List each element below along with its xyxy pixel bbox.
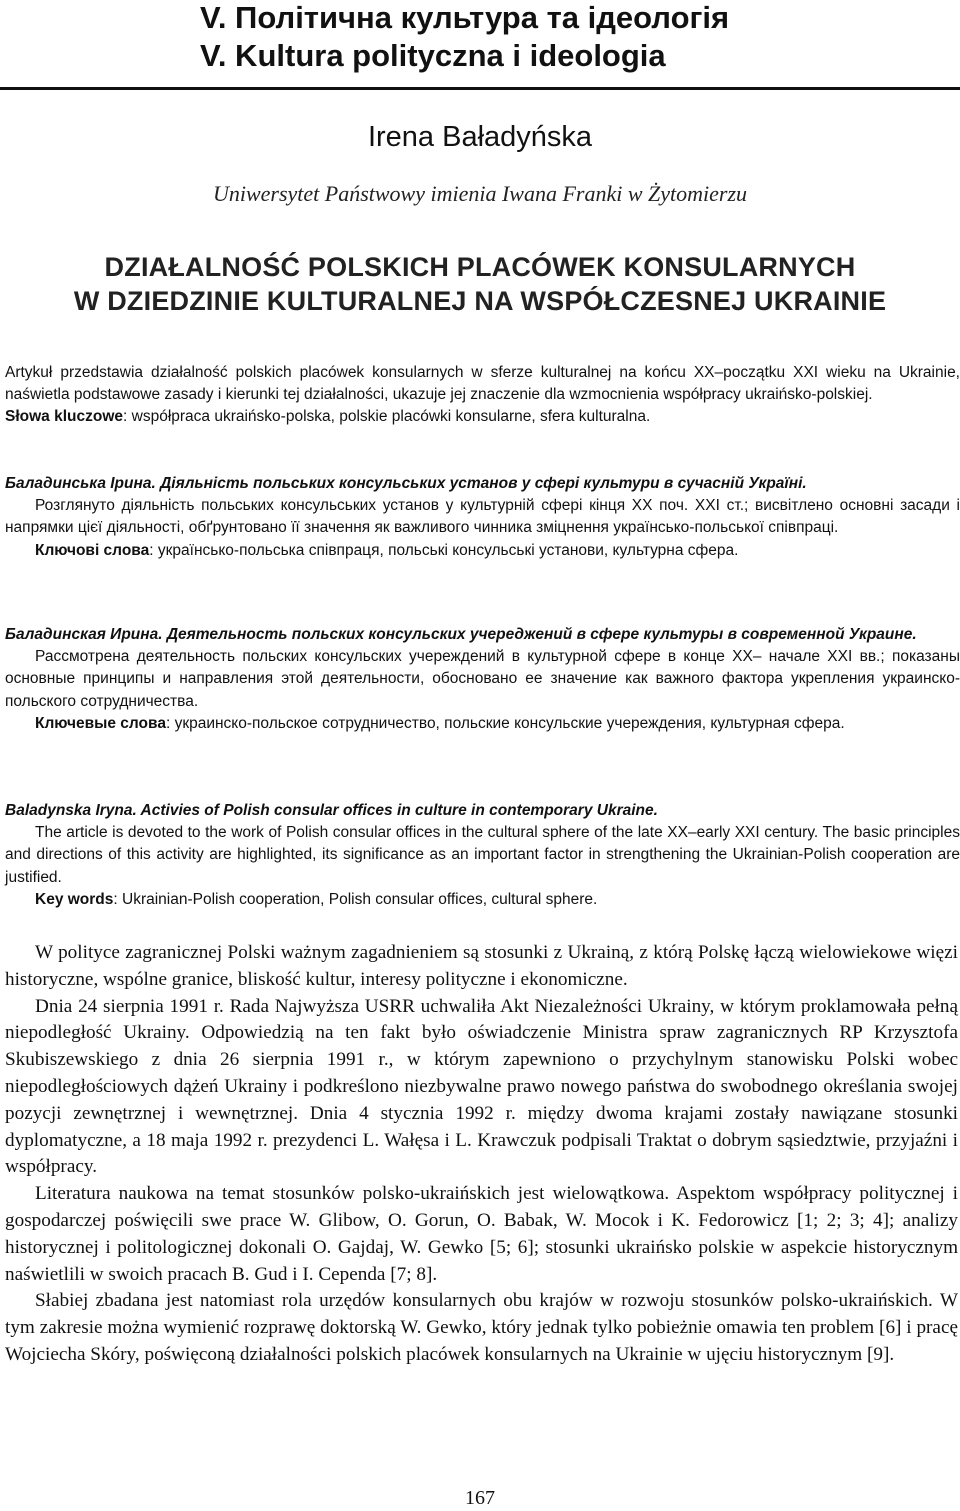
- keywords-ukrainian: [5, 540, 960, 562]
- article-title-line-1: DZIAŁALNOŚĆ POLSKICH PLACÓWEK KONSULARNYCH: [104, 252, 856, 282]
- keywords-label: Ключові слова: [35, 541, 150, 559]
- keywords-label: Słowa kluczowe: [5, 408, 124, 426]
- keywords-label: Key words: [35, 890, 114, 908]
- keywords-polish: [5, 406, 960, 428]
- keywords-text: : współpraca ukraińsko-polska, polskie placówki konsularne, sfera kulturalna.: [123, 408, 651, 426]
- keywords-english: [5, 889, 960, 911]
- body-paragraph: Literatura naukowa na temat stosunków polsko-ukraińskich jest wielowątkowa. Aspektom współpracy politycznej i gospodarczej poświęcili swe prace W. Glibow, O. Gorun, O. Babak, W. Mocok i K. Fedorowicz [1; 2; 3; 4]; analizy historycznej i politologicznej dokonali O. Gajdaj, W. Gewko [5; 6]; stosunki ukraińsko polskie w aspekcie historycznym naświetlili w swoich pracach B. Gud i I. Cependa [7; 8].: [5, 1183, 958, 1285]
- section-heading-polish: V. Kultura polityczna i ideologia: [200, 38, 666, 73]
- abstract-english-heading: Baladynska Iryna. Activies of Polish consular offices in culture in contemporary Ukraine.: [5, 802, 658, 819]
- abstract-ukrainian-text: Розглянуто діяльність польських консульських установ у культурній сфері кінця ХХ поч. ХХІ ст.; висвітлено основні засади і напрямки цієї діяльності, обґрунтовано її значення як важливого чинника зміцнення українсько-польської співпраці.: [5, 497, 960, 537]
- section-heading-ukrainian: V. Політична культура та ідеологія: [200, 0, 730, 35]
- author-name: Irena Baładyńska: [367, 121, 593, 153]
- body-paragraph: Dnia 24 sierpnia 1991 r. Rada Najwyższa USRR uchwaliła Akt Niezależności Ukrainy, w którym proklamowała pełną niepodległość Ukrainy. Odpowiedzią na ten fakt było oświadczenie Ministra spraw zagranicznych RP Krzysztofa Skubiszewskiego z dnia 26 sierpnia 1991 r., w którym zapewniono o przychylnym stanowisku Polski wobec niepodległościowych dążeń Ukrainy i podkreślono niezbywalne prawo nowego państwa do swobodnego określania swojej pozycji zewnętrznej i wewnętrznej. Dnia 4 stycznia 1992 r. między dwoma krajami zostały nawiązane stosunki dyplomatyczne, a 18 maja 1992 r. prezydenci L. Wałęsa i L. Krawczuk podpisali Traktat o dobrym sąsiedztwie, przyjaźni i współpracy.: [5, 995, 958, 1178]
- abstract-english-text: The article is devoted to the work of Polish consular offices in the cultural sphere of the late XX–early XXI century. The basic principles and directions of this activity are highlighted, its significance as an important factor in strengthening the Ukrainian-Polish cooperation are justified.: [5, 824, 960, 886]
- abstract-russian-text: Рассмотрена деятельность польских консульских учереждений в культурной сфере в конце ХХ– начале ХХІ вв.; показаны основные принципы и направления этой деятельности, обосновано ее значение как важного фактора укрепления украинско-польского сотрудничества.: [5, 648, 960, 710]
- page-number: 167: [465, 1487, 495, 1509]
- abstract-english: [5, 800, 960, 911]
- heading-rule: [0, 87, 960, 90]
- article-body: [5, 940, 958, 1369]
- abstract-russian: [5, 624, 960, 735]
- abstract-russian-heading: Баладинская Ирина. Деятельность польских консульских учереджений в сфере культуры в современной Украине.: [5, 626, 917, 643]
- keywords-russian: [5, 713, 960, 735]
- keywords-text: : украинско-польское сотрудничество, польские консульские учереждения, культурная сфера.: [165, 714, 845, 732]
- body-paragraph: Słabiej zbadana jest natomiast rola urzędów konsularnych obu krajów w rozwoju stosunków polsko-ukraińskich. W tym zakresie można wymienić rozprawę doktorską W. Gewko, który jednak tylko pobieżnie omawia ten problem [6] i pracę Wojciecha Skóry, poświęconą działalności polskich placówek konsularnych na Ukrainie w ujęciu historycznym [9].: [5, 1290, 958, 1365]
- author-affiliation: Uniwersytet Państwowy imienia Iwana Franki w Żytomierzu: [212, 181, 748, 206]
- body-paragraph: W polityce zagranicznej Polski ważnym zagadnieniem są stosunki z Ukrainą, z którą Polskę łączą wielowiekowe więzi historyczne, wspólne granice, bliskość kultur, interesy polityczne i ekonomiczne.: [5, 942, 958, 990]
- abstract-ukrainian: [5, 473, 960, 562]
- keywords-text: : українсько-польська співпраця, польські консульські установи, культурна сфера.: [149, 541, 739, 559]
- abstract-polish-text: Artykuł przedstawia działalność polskich placówek konsularnych w sferze kulturalnej na końcu XX–początku XXI wieku na Ukrainie, naświetla podstawowe zasady i kierunki tej działalności, ukazuje jej znaczenie dla wzmocnienia współpracy ukraińsko-polskiej.: [5, 364, 960, 404]
- keywords-text: : Ukrainian-Polish cooperation, Polish consular offices, cultural sphere.: [113, 890, 598, 908]
- abstract-ukrainian-heading: Баладинська Ірина. Діяльність польських консульських установ у сфері культури в сучасній Україні.: [5, 475, 807, 492]
- keywords-label: Ключевые слова: [35, 714, 166, 732]
- abstract-polish: [5, 362, 960, 429]
- article-title-line-2: W DZIEDZINIE KULTURALNEJ NA WSPÓŁCZESNEJ UKRAINIE: [73, 286, 887, 316]
